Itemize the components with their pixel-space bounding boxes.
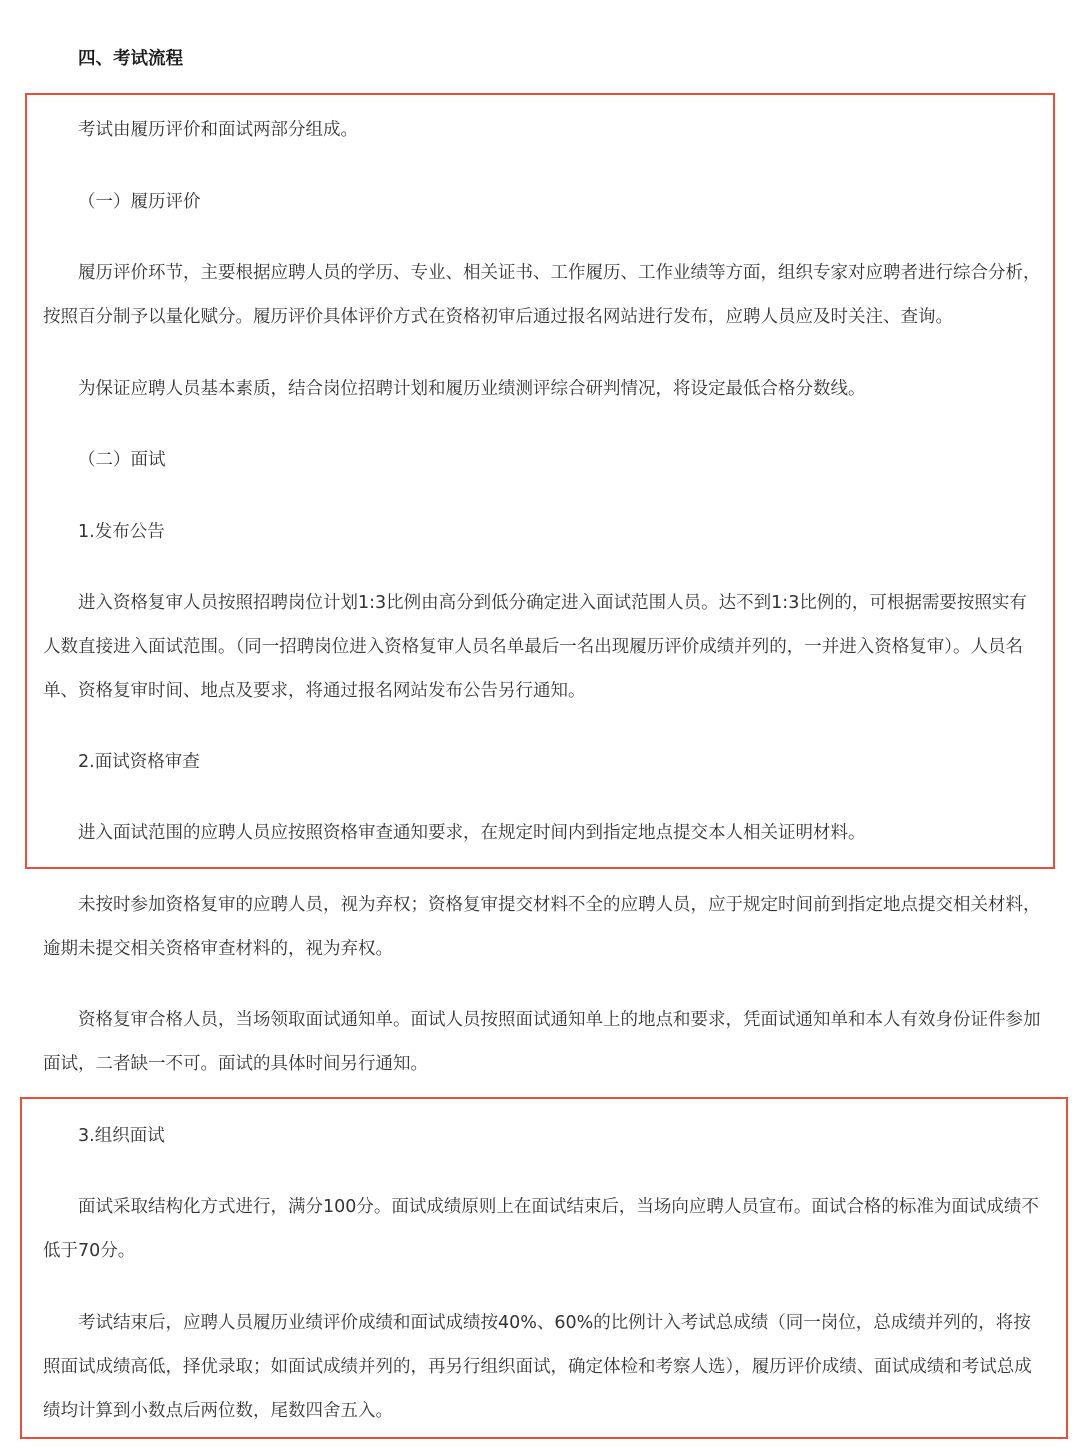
intro-paragraph: 考试由履历评价和面试两部分组成。 — [78, 120, 358, 140]
interview-notice-paragraph: 资格复审合格人员，当场领取面试通知单。面试人员按照面试通知单上的地点和要求，凭面试通知单和本人有效身份证件参加面试，二者缺一不可。面试的具体时间另行通知。 — [43, 1010, 1041, 1074]
resume-eval-paragraph: 履历评价环节，主要根据应聘人员的学历、专业、相关证书、工作履历、工作业绩等方面，组织专家对应聘者进行综合分析，按照百分制予以量化赋分。履历评价具体评价方式在资格初审后通过报名网站进行发布，应聘人员应及时关注、查询。 — [43, 263, 1041, 327]
absence-rule-paragraph: 未按时参加资格复审的应聘人员，视为弃权；资格复审提交材料不全的应聘人员，应于规定时间前到指定地点提交相关材料，逾期未提交相关资格审查材料的，视为弃权。 — [43, 895, 1041, 959]
interview-scoring-paragraph: 面试采取结构化方式进行，满分100分。面试成绩原则上在面试结束后，当场向应聘人员宣布。面试合格的标准为面试成绩不低于70分。 — [43, 1197, 1039, 1261]
total-score-paragraph: 考试结束后，应聘人员履历业绩评价成绩和面试成绩按40%、60%的比例计入考试总成绩（同一岗位，总成绩并列的，将按照面试成绩高低，择优录取；如面试成绩并列的，再另行组织面试，确定体检和考察人选），履历评价成绩、面试成绩和考试总成绩均计算到小数点后两位数，尾数四舍五入。 — [43, 1313, 1032, 1421]
step-title-organize-interview: 3.组织面试 — [78, 1126, 165, 1146]
subsection-title-resume: （一）履历评价 — [78, 192, 201, 212]
section-title: 四、考试流程 — [78, 49, 183, 69]
min-score-paragraph: 为保证应聘人员基本素质，结合岗位招聘计划和履历业绩测评综合研判情况，将设定最低合格分数线。 — [78, 379, 866, 399]
qualification-review-paragraph: 进入面试范围的应聘人员应按照资格审查通知要求，在规定时间内到指定地点提交本人相关证明材料。 — [78, 823, 866, 843]
subsection-title-interview: （二）面试 — [78, 450, 166, 470]
step-title-qualification-review: 2.面试资格审查 — [78, 752, 200, 772]
step-title-announcement: 1.发布公告 — [78, 522, 165, 542]
announcement-paragraph: 进入资格复审人员按照招聘岗位计划1:3比例由高分到低分确定进入面试范围人员。达不到1:3比例的，可根据需要按照实有人数直接进入面试范围。（同一招聘岗位进入资格复审人员名单最后一名出现履历评价成绩并列的，一并进入资格复审）。人员名单、资格复审时间、地点及要求，将通过报名网站发布公告另行通知。 — [43, 593, 1027, 701]
